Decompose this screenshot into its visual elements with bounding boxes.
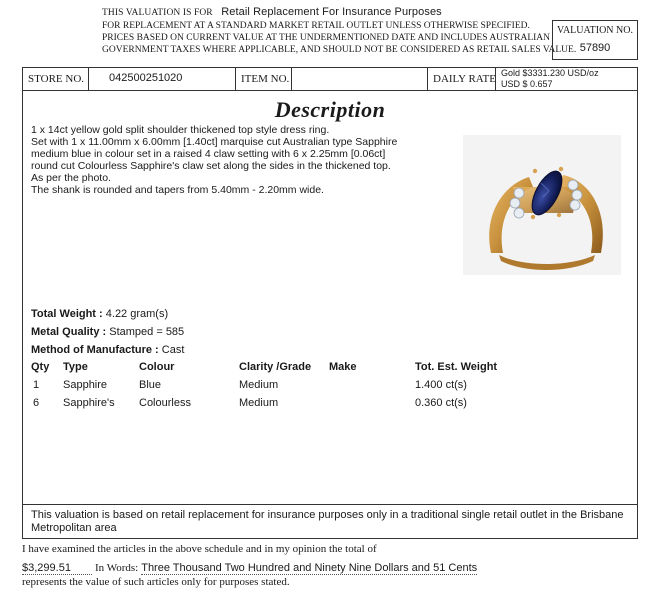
header-line-1 [102, 6, 442, 18]
certification-line-3: represents the value of such articles only for purposes stated. [22, 576, 290, 588]
store-label: STORE NO. [28, 73, 85, 85]
valuation-number: 57890 [579, 42, 611, 54]
col-header-type: Type [63, 361, 88, 373]
total-weight-value: 4.22 gram(s) [105, 308, 169, 320]
description-text: 1 x 14ct yellow gold split shoulder thickened top style dress ring. Set with 1 x 11.00mm x 6.00mm [1.40ct] marquise cut Australian type Sapphire medium blue in colour set in a raised 4 claw setting with 6 x 2.25mm [0.06ct] round cut Colourless Sapphire's claw set along the sides in the thickened top. As per the photo. The shank is rounded and tapers from 5.40mm - 2.20mm wide. [31, 124, 398, 196]
manufacture-method-row [31, 344, 184, 356]
table-cell-clarity: Medium [239, 397, 279, 409]
manufacture-method-value: Cast [161, 344, 185, 356]
col-header-qty: Qty [31, 361, 50, 373]
ring-photo [463, 135, 621, 275]
metal-quality-label: Metal Quality : [31, 326, 107, 338]
header-line-4: GOVERNMENT TAXES WHERE APPLICABLE, AND SHOULD NOT BE CONSIDERED AS RETAIL SALES VALUE. [102, 45, 577, 55]
valuation-amount: $3,299.51 [22, 562, 92, 575]
table-cell-colour: Blue [139, 379, 162, 391]
header-line-3: PRICES BASED ON CURRENT VALUE AT THE UNDERMENTIONED DATE AND INCLUDES AUSTRALIAN [102, 33, 551, 43]
valuation-panel [22, 91, 638, 539]
valuation-amount-row [22, 562, 477, 575]
table-cell-qty: 6 [33, 397, 40, 409]
valuation-number-box [552, 20, 638, 60]
item-number-cell [292, 68, 428, 90]
table-cell-type: Sapphire [63, 379, 108, 391]
daily-rate-label-cell [428, 68, 496, 90]
table-cell-type: Sapphire's [63, 397, 115, 409]
daily-rate-cell [496, 68, 636, 90]
header-line-2: FOR REPLACEMENT AT A STANDARD MARKET RETAIL OUTLET UNLESS OTHERWISE SPECIFIED. [102, 21, 530, 31]
stones-table [23, 361, 637, 421]
manufacture-method-label: Method of Manufacture : [31, 344, 159, 356]
daily-rate-label: DAILY RATE [433, 73, 496, 85]
col-header-make: Make [329, 361, 357, 373]
col-header-colour: Colour [139, 361, 175, 373]
item-label: ITEM NO. [241, 73, 290, 85]
footer-note: This valuation is based on retail replacement for insurance purposes only in a traditional single retail outlet in the Brisbane Metropolitan area [31, 509, 624, 534]
store-label-cell [23, 68, 89, 90]
store-info-row [22, 67, 638, 91]
total-weight-label: Total Weight : [31, 308, 103, 320]
table-cell-qty: 1 [33, 379, 40, 391]
amount-in-words: Three Thousand Two Hundred and Ninety Nine Dollars and 51 Cents [141, 562, 478, 574]
ring-illustration [463, 135, 621, 275]
table-cell-weight: 0.360 ct(s) [415, 397, 467, 409]
item-label-cell [236, 68, 292, 90]
in-words-label: In Words: [95, 562, 139, 574]
footer-divider [23, 504, 637, 505]
table-cell-weight: 1.400 ct(s) [415, 379, 467, 391]
valuation-purpose: Retail Replacement For Insurance Purposes [221, 6, 442, 18]
metal-quality-row [31, 326, 184, 338]
table-cell-clarity: Medium [239, 379, 279, 391]
certification-line-1: I have examined the articles in the above schedule and in my opinion the total of [22, 543, 377, 555]
header-prefix: THIS VALUATION IS FOR [102, 8, 213, 18]
col-header-weight: Tot. Est. Weight [415, 361, 498, 373]
usd-rate: USD $ 0.657 [501, 79, 553, 89]
total-weight-row [31, 308, 168, 320]
description-title: Description [274, 97, 386, 122]
gold-rate: Gold $3331.230 USD/oz [501, 68, 599, 78]
col-header-clarity: Clarity /Grade [239, 361, 312, 373]
store-number: 042500251020 [109, 72, 183, 84]
valuation-number-label: VALUATION NO. [557, 25, 633, 36]
metal-quality-value: Stamped = 585 [109, 326, 185, 338]
table-cell-colour: Colourless [139, 397, 191, 409]
store-number-cell [89, 68, 236, 90]
